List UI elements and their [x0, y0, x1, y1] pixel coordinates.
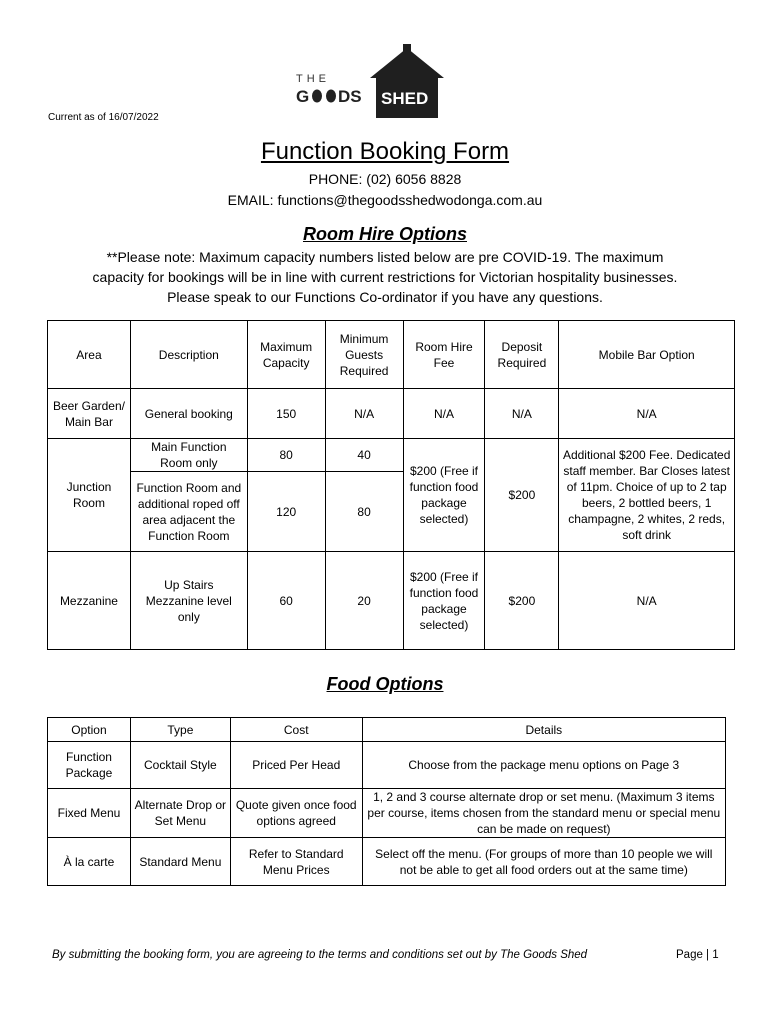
hop-icon [312, 90, 336, 103]
min-guests-cell: 40 [325, 439, 403, 472]
area-cell: Beer Garden/ Main Bar [48, 389, 131, 439]
min-guests-cell: 80 [325, 472, 403, 552]
description-cell: General booking [130, 389, 247, 439]
note-line: capacity for bookings will be in line with current restrictions for Victorian hospitality businesses. [92, 269, 678, 285]
cost-cell: Refer to Standard Menu Prices [230, 838, 362, 886]
column-header: Description [130, 321, 247, 389]
table-row [48, 389, 735, 439]
column-header: Area [48, 321, 131, 389]
max-capacity-cell: 60 [247, 552, 325, 650]
hire-fee-cell: N/A [403, 389, 485, 439]
goods-shed-logo [290, 44, 470, 122]
max-capacity-cell: 80 [247, 439, 325, 472]
column-header: Type [130, 718, 230, 742]
max-capacity-cell: 120 [247, 472, 325, 552]
mobile-bar-cell: N/A [559, 552, 735, 650]
type-cell: Cocktail Style [130, 742, 230, 789]
table-row [48, 552, 735, 650]
description-cell: Function Room and additional roped off area adjacent the Function Room [130, 472, 247, 552]
cost-cell: Priced Per Head [230, 742, 362, 789]
column-header: Cost [230, 718, 362, 742]
email-line: EMAIL: functions@thegoodsshedwodonga.com.au [227, 192, 543, 208]
column-header: Details [362, 718, 725, 742]
note-line: **Please note: Maximum capacity numbers listed below are pre COVID-19. The maximum [106, 249, 664, 265]
details-cell: 1, 2 and 3 course alternate drop or set menu. (Maximum 3 items per course, items chosen from the standard menu or special menu can be made on request) [362, 789, 725, 838]
min-guests-cell: N/A [325, 389, 403, 439]
column-header: Mobile Bar Option [559, 321, 735, 389]
logo-shed-text: SHED [381, 89, 429, 108]
page-title: Function Booking Form [260, 138, 510, 165]
logo-the-text: THE [296, 73, 330, 85]
table-row [48, 838, 726, 886]
type-cell: Alternate Drop or Set Menu [130, 789, 230, 838]
hire-fee-cell: $200 (Free if function food package selected) [403, 552, 485, 650]
details-cell: Choose from the package menu options on Page 3 [362, 742, 725, 789]
column-header: Maximum Capacity [247, 321, 325, 389]
deposit-cell: $200 [485, 552, 559, 650]
food-options-title: Food Options [326, 674, 444, 694]
mobile-bar-cell: Additional $200 Fee. Dedicated staff member. Bar Closes latest of 11pm. Choice of up to 2 tap beers, 2 bottled beers, 1 champagne, 2 whites, 2 reds, soft drink [559, 439, 735, 552]
current-as-of: Current as of 16/07/2022 [48, 112, 159, 123]
cost-cell: Quote given once food options agreed [230, 789, 362, 838]
option-cell: À la carte [48, 838, 131, 886]
column-header: Option [48, 718, 131, 742]
deposit-cell: N/A [485, 389, 559, 439]
column-header: Deposit Required [485, 321, 559, 389]
table-row [48, 742, 726, 789]
area-cell: Mezzanine [48, 552, 131, 650]
capacity-note [40, 247, 730, 307]
terms-footer: By submitting the booking form, you are agreeing to the terms and conditions set out by The Goods Shed [52, 949, 588, 961]
area-cell: Junction Room [48, 439, 131, 552]
food-options-table [47, 717, 726, 886]
table-row [48, 789, 726, 838]
mobile-bar-cell: N/A [559, 389, 735, 439]
page-number: Page | 1 [676, 949, 719, 961]
type-cell: Standard Menu [130, 838, 230, 886]
description-cell: Main Function Room only [130, 439, 247, 472]
column-header: Room Hire Fee [403, 321, 485, 389]
logo-ds-letters: DS [338, 87, 362, 106]
deposit-cell: $200 [485, 439, 559, 552]
max-capacity-cell: 150 [247, 389, 325, 439]
table-row [48, 439, 735, 472]
hire-fee-cell: $200 (Free if function food package selected) [403, 439, 485, 552]
description-cell: Up Stairs Mezzanine level only [130, 552, 247, 650]
room-hire-table [47, 320, 735, 650]
logo-g-letter: G [296, 87, 310, 106]
room-hire-title: Room Hire Options [302, 224, 467, 244]
option-cell: Fixed Menu [48, 789, 131, 838]
phone-line: PHONE: (02) 6056 8828 [308, 171, 462, 187]
min-guests-cell: 20 [325, 552, 403, 650]
note-line: Please speak to our Functions Co-ordinator if you have any questions. [167, 289, 603, 305]
details-cell: Select off the menu. (For groups of more than 10 people we will not be able to get all food orders out at the same time) [362, 838, 725, 886]
option-cell: Function Package [48, 742, 131, 789]
table-header-row [48, 718, 726, 742]
column-header: Minimum Guests Required [325, 321, 403, 389]
table-header-row [48, 321, 735, 389]
